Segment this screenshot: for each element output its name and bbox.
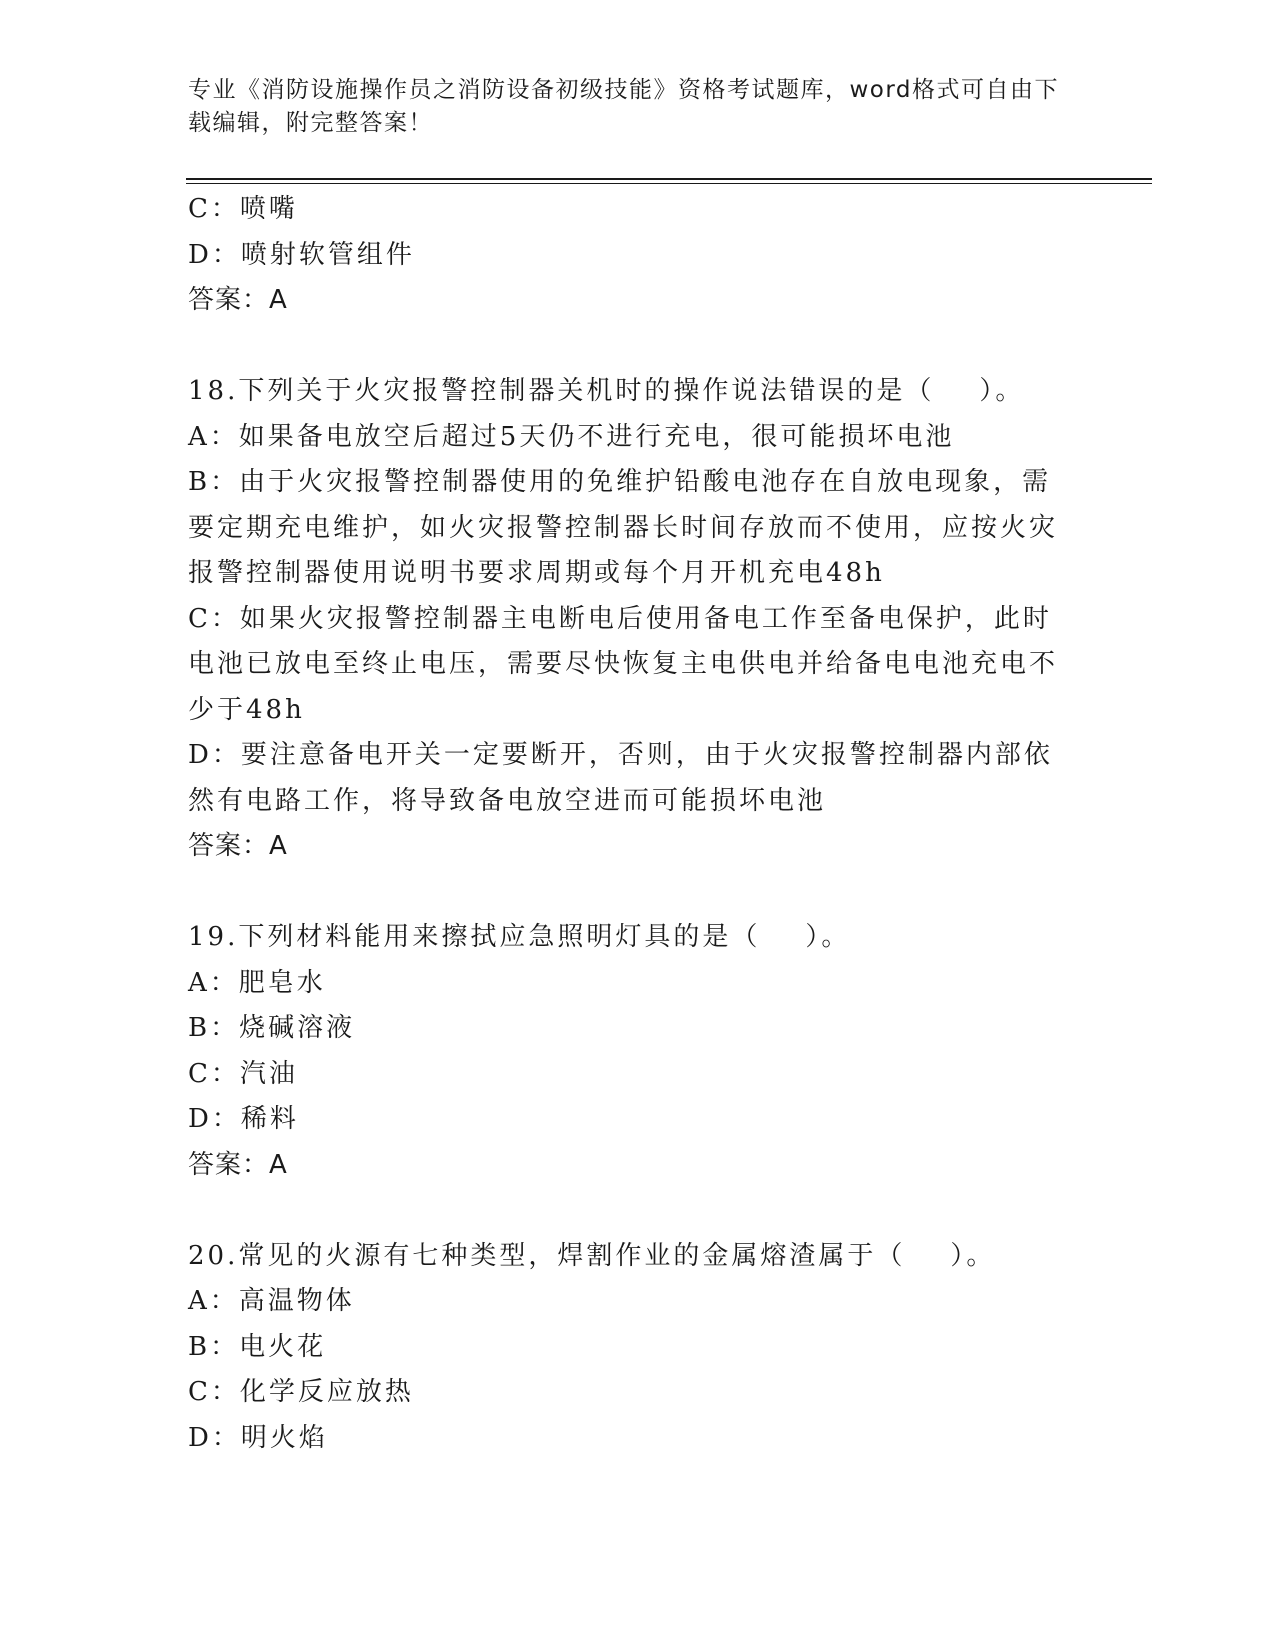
question-18	[188, 369, 1088, 870]
option-d: D：要注意备电开关一定要断开，否则，由于火灾报警控制器内部依然有电路工作，将导致备电放空进而可能损坏电池	[188, 740, 1053, 816]
option-a: A：如果备电放空后超过5天仍不进行充电，很可能损坏电池	[188, 421, 955, 452]
answer-line: 答案：A	[188, 1149, 288, 1180]
option-c: C：化学反应放热	[188, 1377, 414, 1407]
option-d: D：稀料	[188, 1104, 299, 1134]
answer-line: 答案：A	[188, 285, 288, 315]
option-c: C：如果火灾报警控制器主电断电后使用备电工作至备电保护，此时电池已放电至终止电压，需要尽快恢复主电供电并给备电电池充电不少于48h	[188, 603, 1059, 725]
answer-line: 答案：A	[188, 831, 288, 861]
previous-question-tail	[188, 187, 1088, 324]
header-divider-thick	[186, 178, 1152, 180]
option-a: A：肥皂水	[188, 967, 326, 998]
question-content	[188, 187, 1088, 1461]
spacer	[188, 324, 1088, 370]
header-divider-thin	[186, 183, 1152, 184]
option-c: C：喷嘴	[188, 194, 298, 224]
spacer	[188, 1188, 1088, 1234]
question-stem: 20.常见的火源有七种类型，焊割作业的金属熔渣属于（ ）。	[188, 1240, 996, 1271]
option-d: D：喷射软管组件	[188, 239, 415, 270]
question-19	[188, 915, 1088, 1188]
option-a: A：高温物体	[188, 1286, 355, 1316]
option-b: B：由于火灾报警控制器使用的免维护铅酸电池存在自放电现象，需要定期充电维护，如火灾报警控制器长时间存放而不使用，应按火灾报警控制器使用说明书要求周期或每个月开机充电48h	[188, 467, 1059, 588]
option-d: D：明火焰	[188, 1422, 328, 1453]
option-b: B：烧碱溶液	[188, 1013, 356, 1043]
spacer	[188, 870, 1088, 916]
question-20	[188, 1234, 1088, 1462]
question-stem: 18.下列关于火灾报警控制器关机时的操作说法错误的是（ ）。	[188, 376, 1025, 406]
option-b: B：电火花	[188, 1331, 327, 1362]
question-stem: 19.下列材料能用来擦拭应急照明灯具的是（ ）。	[188, 922, 851, 952]
document-header: 专业《消防设施操作员之消防设备初级技能》资格考试题库，word格式可自由下载编辑，附完整答案！	[188, 77, 1060, 136]
option-c: C：汽油	[188, 1058, 298, 1089]
